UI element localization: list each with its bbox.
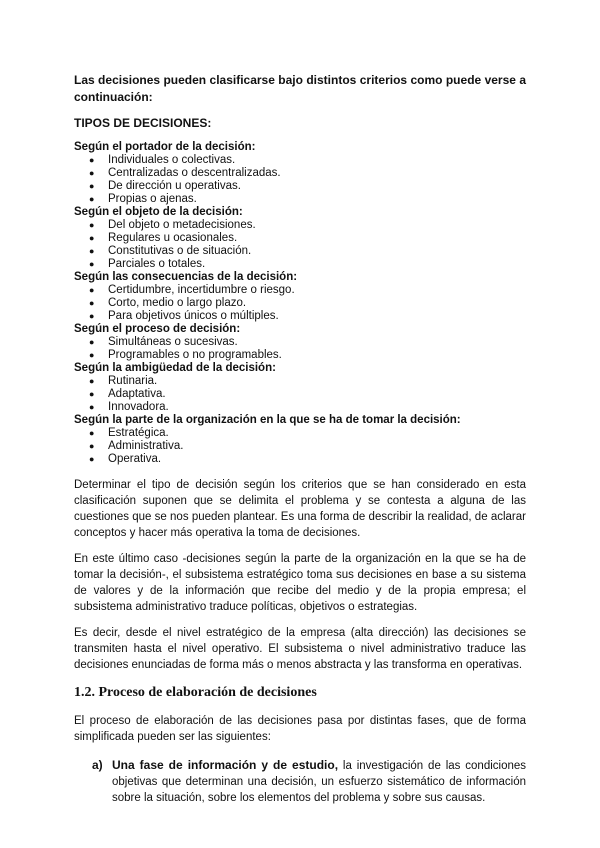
bullet-icon: ●	[89, 233, 95, 243]
bullet-icon: ●	[89, 168, 95, 178]
list-item	[74, 193, 526, 206]
section-heading: 1.2. Proceso de elaboración de decisiones	[74, 685, 317, 700]
list-item-text: Constitutivas o de situación.	[108, 245, 252, 257]
list-item	[74, 154, 526, 167]
list-item-text: Administrativa.	[108, 440, 184, 452]
bullet-icon: ●	[89, 376, 95, 386]
list-item-text: Operativa.	[108, 453, 162, 465]
list-item	[74, 453, 526, 466]
list-item	[74, 180, 526, 193]
list-item	[74, 401, 526, 414]
list-item	[74, 245, 526, 258]
list-item	[74, 297, 526, 310]
list-item-text: Innovadora.	[108, 401, 169, 413]
list-item-text: Para objetivos únicos o múltiples.	[108, 310, 279, 322]
list-item-text: Adaptativa.	[108, 388, 166, 400]
list-item-text: Corto, medio o largo plazo.	[108, 297, 247, 309]
paragraph-2: En este último caso -decisiones según la parte de la organización en la que se ha de tomar la decisión-, el subsistema estratégico toma sus decisiones en base a su sistema de valores y de la información que recibe del medio y de la propia empresa; el subsistema administrativo traduce políticas, objetivos o estrategias.	[74, 553, 526, 613]
bullet-icon: ●	[89, 428, 95, 438]
phase-marker: a)	[92, 758, 103, 772]
bullet-icon: ●	[89, 259, 95, 269]
phase-text	[92, 757, 526, 806]
bullet-icon: ●	[89, 298, 95, 308]
bullet-icon: ●	[89, 155, 95, 165]
bullet-icon: ●	[89, 337, 95, 347]
list-item-text: Rutinaria.	[108, 375, 158, 387]
bullet-icon: ●	[89, 220, 95, 230]
bullet-list	[74, 284, 526, 323]
bullet-icon: ●	[89, 181, 95, 191]
phase-bold-lead: Una fase de información y de estudio,	[112, 758, 339, 772]
list-item-text: Propias o ajenas.	[108, 193, 197, 205]
bullet-list	[74, 219, 526, 271]
list-item	[74, 284, 526, 297]
list-item	[74, 440, 526, 453]
list-item	[74, 388, 526, 401]
list-item-text: Individuales o colectivas.	[108, 154, 236, 166]
decision-types-list	[74, 141, 526, 466]
list-item-text: Simultáneas o sucesivas.	[108, 336, 238, 348]
list-item	[74, 258, 526, 271]
list-item	[74, 232, 526, 245]
list-item	[74, 427, 526, 440]
phase-description: la investigación de las condiciones objetivas que determinan una decisión, un esfuerzo sistemático de información sobre la situación, sobre los elementos del problema y sobre sus causas.	[112, 760, 527, 804]
list-item	[74, 349, 526, 362]
bullet-icon: ●	[89, 389, 95, 399]
list-item	[74, 375, 526, 388]
tipos-title: TIPOS DE DECISIONES:	[74, 116, 212, 130]
phase-item-a	[74, 757, 526, 806]
group-title: Según la parte de la organización en la que se ha de tomar la decisión:	[74, 414, 461, 426]
group-title: Según el proceso de decisión:	[74, 323, 241, 335]
bullet-list	[74, 375, 526, 414]
list-item-text: De dirección u operativas.	[108, 180, 241, 192]
bullet-icon: ●	[89, 441, 95, 451]
list-item-text: Del objeto o metadecisiones.	[108, 219, 256, 231]
paragraph-1: Determinar el tipo de decisión según los criterios que se han considerado en esta clasificación suponen que se delimita el problema y se contesta a alguna de las cuestiones que se nos pueden plantear. Es una forma de describir la realidad, de aclarar conceptos y hacer más operativa la toma de decisiones.	[74, 479, 526, 539]
list-item-text: Parciales o totales.	[108, 258, 206, 270]
group-title: Según el objeto de la decisión:	[74, 206, 243, 218]
bullet-icon: ●	[89, 454, 95, 464]
bullet-list	[74, 154, 526, 206]
section-intro: El proceso de elaboración de las decisiones pasa por distintas fases, que de forma simplificada pueden ser las siguientes:	[74, 715, 526, 743]
list-item-text: Estratégica.	[108, 427, 169, 439]
intro-paragraph: Las decisiones pueden clasificarse bajo distintos criterios como puede verse a continuación:	[74, 73, 526, 104]
bullet-list	[74, 336, 526, 362]
bullet-icon: ●	[89, 311, 95, 321]
bullet-list	[74, 427, 526, 466]
list-item-text: Certidumbre, incertidumbre o riesgo.	[108, 284, 295, 296]
group-title: Según las consecuencias de la decisión:	[74, 271, 298, 283]
paragraph-3: Es decir, desde el nivel estratégico de la empresa (alta dirección) las decisiones se transmiten hasta el nivel operativo. El subsistema o nivel administrativo traduce las decisiones enunciadas de forma más o menos abstracta y las transforma en operativas.	[74, 627, 526, 671]
list-item	[74, 336, 526, 349]
bullet-icon: ●	[89, 285, 95, 295]
list-item-text: Programables o no programables.	[108, 349, 282, 361]
list-item	[74, 167, 526, 180]
list-item-text: Regulares u ocasionales.	[108, 232, 238, 244]
bullet-icon: ●	[89, 402, 95, 412]
bullet-icon: ●	[89, 246, 95, 256]
bullet-icon: ●	[89, 350, 95, 360]
group-title: Según el portador de la decisión:	[74, 141, 256, 153]
group-title: Según la ambigüedad de la decisión:	[74, 362, 276, 374]
list-item	[74, 310, 526, 323]
list-item	[74, 219, 526, 232]
bullet-icon: ●	[89, 194, 95, 204]
list-item-text: Centralizadas o descentralizadas.	[108, 167, 281, 179]
